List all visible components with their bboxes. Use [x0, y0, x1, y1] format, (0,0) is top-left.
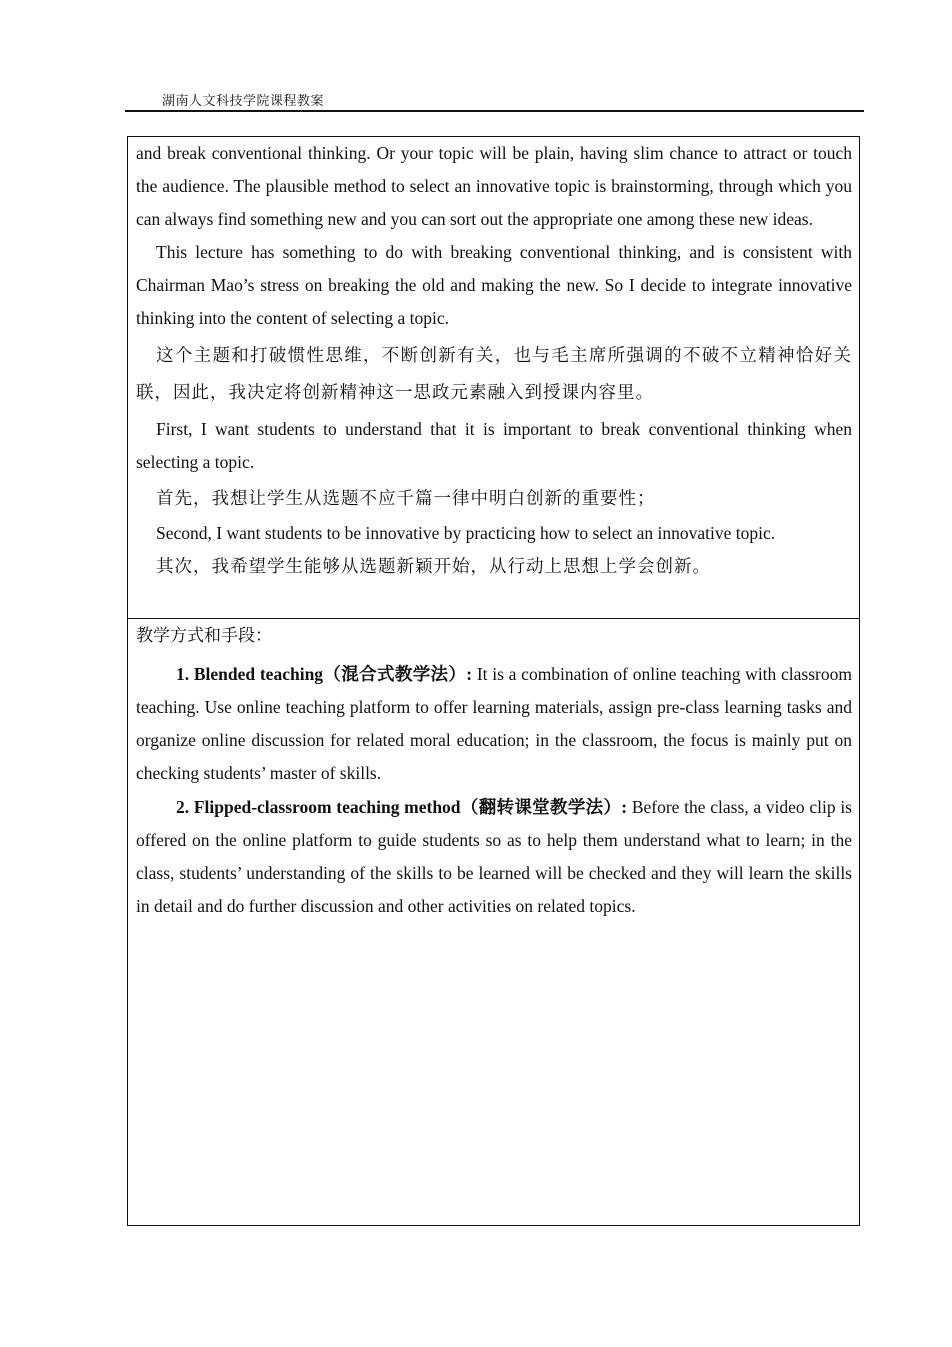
paragraph-7-cn: 其次，我希望学生能够从选题新颖开始，从行动上思想上学会创新。: [156, 556, 711, 576]
method-item-1: [136, 658, 852, 790]
teaching-methods-cell: [128, 619, 859, 1225]
paragraph-2: This lecture has something to do with breaking conventional thinking, and is consistent with Chairman Mao’s stress on breaking the old and making the new. So I decide to integrate innovative thinking into the content of selecting a topic.: [136, 242, 852, 328]
paragraph-5-cn: 首先，我想让学生从选题不应千篇一律中明白创新的重要性；: [156, 488, 656, 508]
method-item-1-label: 1. Blended teaching（混合式教学法）:: [176, 664, 473, 684]
paragraph-4: First, I want students to understand that it is important to break conventional thinking when selecting a topic.: [136, 419, 852, 472]
paragraph-1: and break conventional thinking. Or your topic will be plain, having slim chance to attract or touch the audience. The plausible method to select an innovative topic is brainstorming, through which you can always find something new and you can sort out the appropriate one among these new ideas.: [136, 143, 852, 229]
method-item-1-text: It is a combination of online teaching with classroom teaching. Use online teaching platform to offer learning materials, assign pre-class learning tasks and organize online discussion for related moral education; in the classroom, the focus is mainly put on checking students’ master of skills.: [136, 664, 852, 783]
method-item-2: [136, 791, 852, 923]
content-cell: [128, 137, 859, 619]
method-item-2-text: Before the class, a video clip is offered on the online platform to guide students so as to help them understand what to learn; in the class, students’ understanding of the skills to be learned will be checked and they will learn the skills in detail and do further discussion and other activities on related topics.: [136, 797, 852, 916]
lesson-table: [127, 136, 860, 1226]
page-header-title: 湖南人文科技学院课程教案: [162, 93, 325, 108]
section-title: 教学方式和手段：: [136, 626, 272, 645]
paragraph-3-cn: 这个主题和打破惯性思维，不断创新有关，也与毛主席所强调的不破不立精神恰好关联，因此，我决定将创新精神这一思政元素融入到授课内容里。: [136, 345, 852, 402]
header-rule: [125, 110, 864, 112]
method-item-2-label: 2. Flipped-classroom teaching method（翻转课堂教学法）:: [176, 797, 628, 817]
paragraph-6: Second, I want students to be innovative by practicing how to select an innovative topic.: [156, 523, 776, 543]
